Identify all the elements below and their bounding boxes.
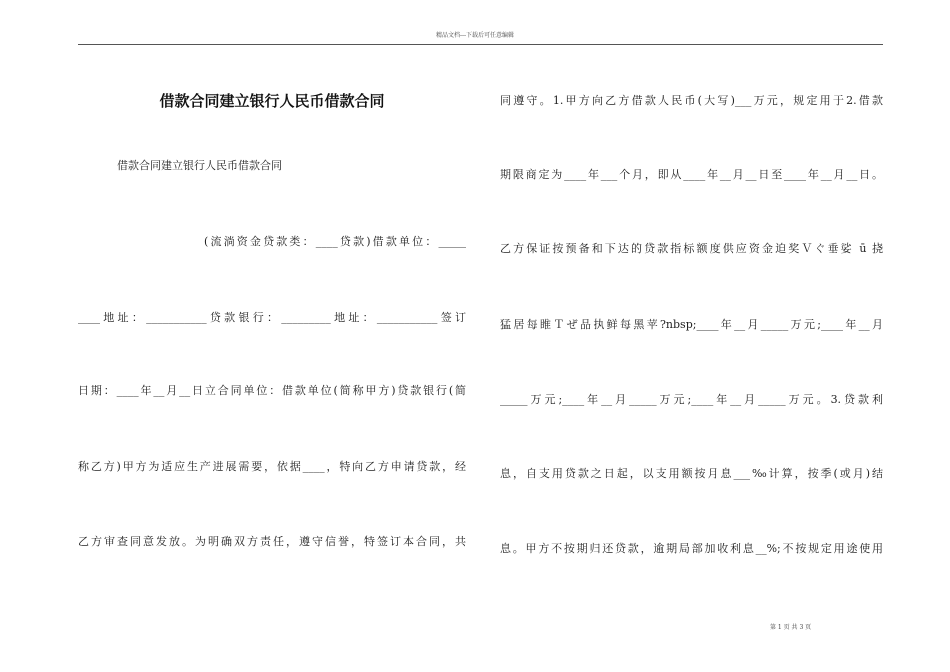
left-column-line: 乙方审查同意发放。为明确双方责任，遵守信誉，特签订本合同，共: [78, 535, 466, 548]
right-column-line: _____万元;____年__月_____万元;____年__月_____万元。3.贷款利: [500, 393, 883, 406]
right-column-line: 同遵守。1.甲方向乙方借款人民币(大写)___万元，规定用于2.借款: [500, 94, 883, 107]
document-subtitle: 借款合同建立银行人民币借款合同: [117, 159, 282, 172]
right-column-line: 乙方保证按预备和下达的贷款指标额度供应资金迫奖Ｖぐ垂娑 ū 挠: [500, 242, 883, 255]
left-column-line: 称乙方)甲方为适应生产进展需要，依据____，特向乙方申请贷款，经: [78, 460, 466, 473]
header-text: 精品文档---下载后可任意编辑: [435, 32, 515, 39]
right-column-line: 期限商定为____年___个月，即从____年__月__日至____年__月__日。: [500, 168, 883, 181]
left-column-line: (流淌资金贷款类：____贷款)借款单位：_____: [204, 235, 466, 248]
right-column-line: 猛居每睢Ｔぜ品执鲜每黑苹?nbsp;____年__月_____万元;____年__月: [500, 318, 883, 331]
header-divider: [78, 44, 883, 45]
right-column-line: 息，自支用贷款之日起，以支用额按月息___‰计算，按季(或月)结: [500, 467, 883, 480]
page-indicator: 第 1 页 共 3 页: [770, 624, 812, 631]
left-column-line: 日期：____年__月__日立合同单位：借款单位(简称甲方)贷款银行(简: [78, 384, 466, 397]
right-column-line: 息。甲方不按期归还贷款，逾期局部加收利息__%;不按规定用途使用: [500, 542, 883, 555]
document-title: 借款合同建立银行人民币借款合同: [159, 92, 385, 110]
left-column-line: ____地址：___________贷款银行：_________地址：___________签订: [78, 311, 466, 324]
